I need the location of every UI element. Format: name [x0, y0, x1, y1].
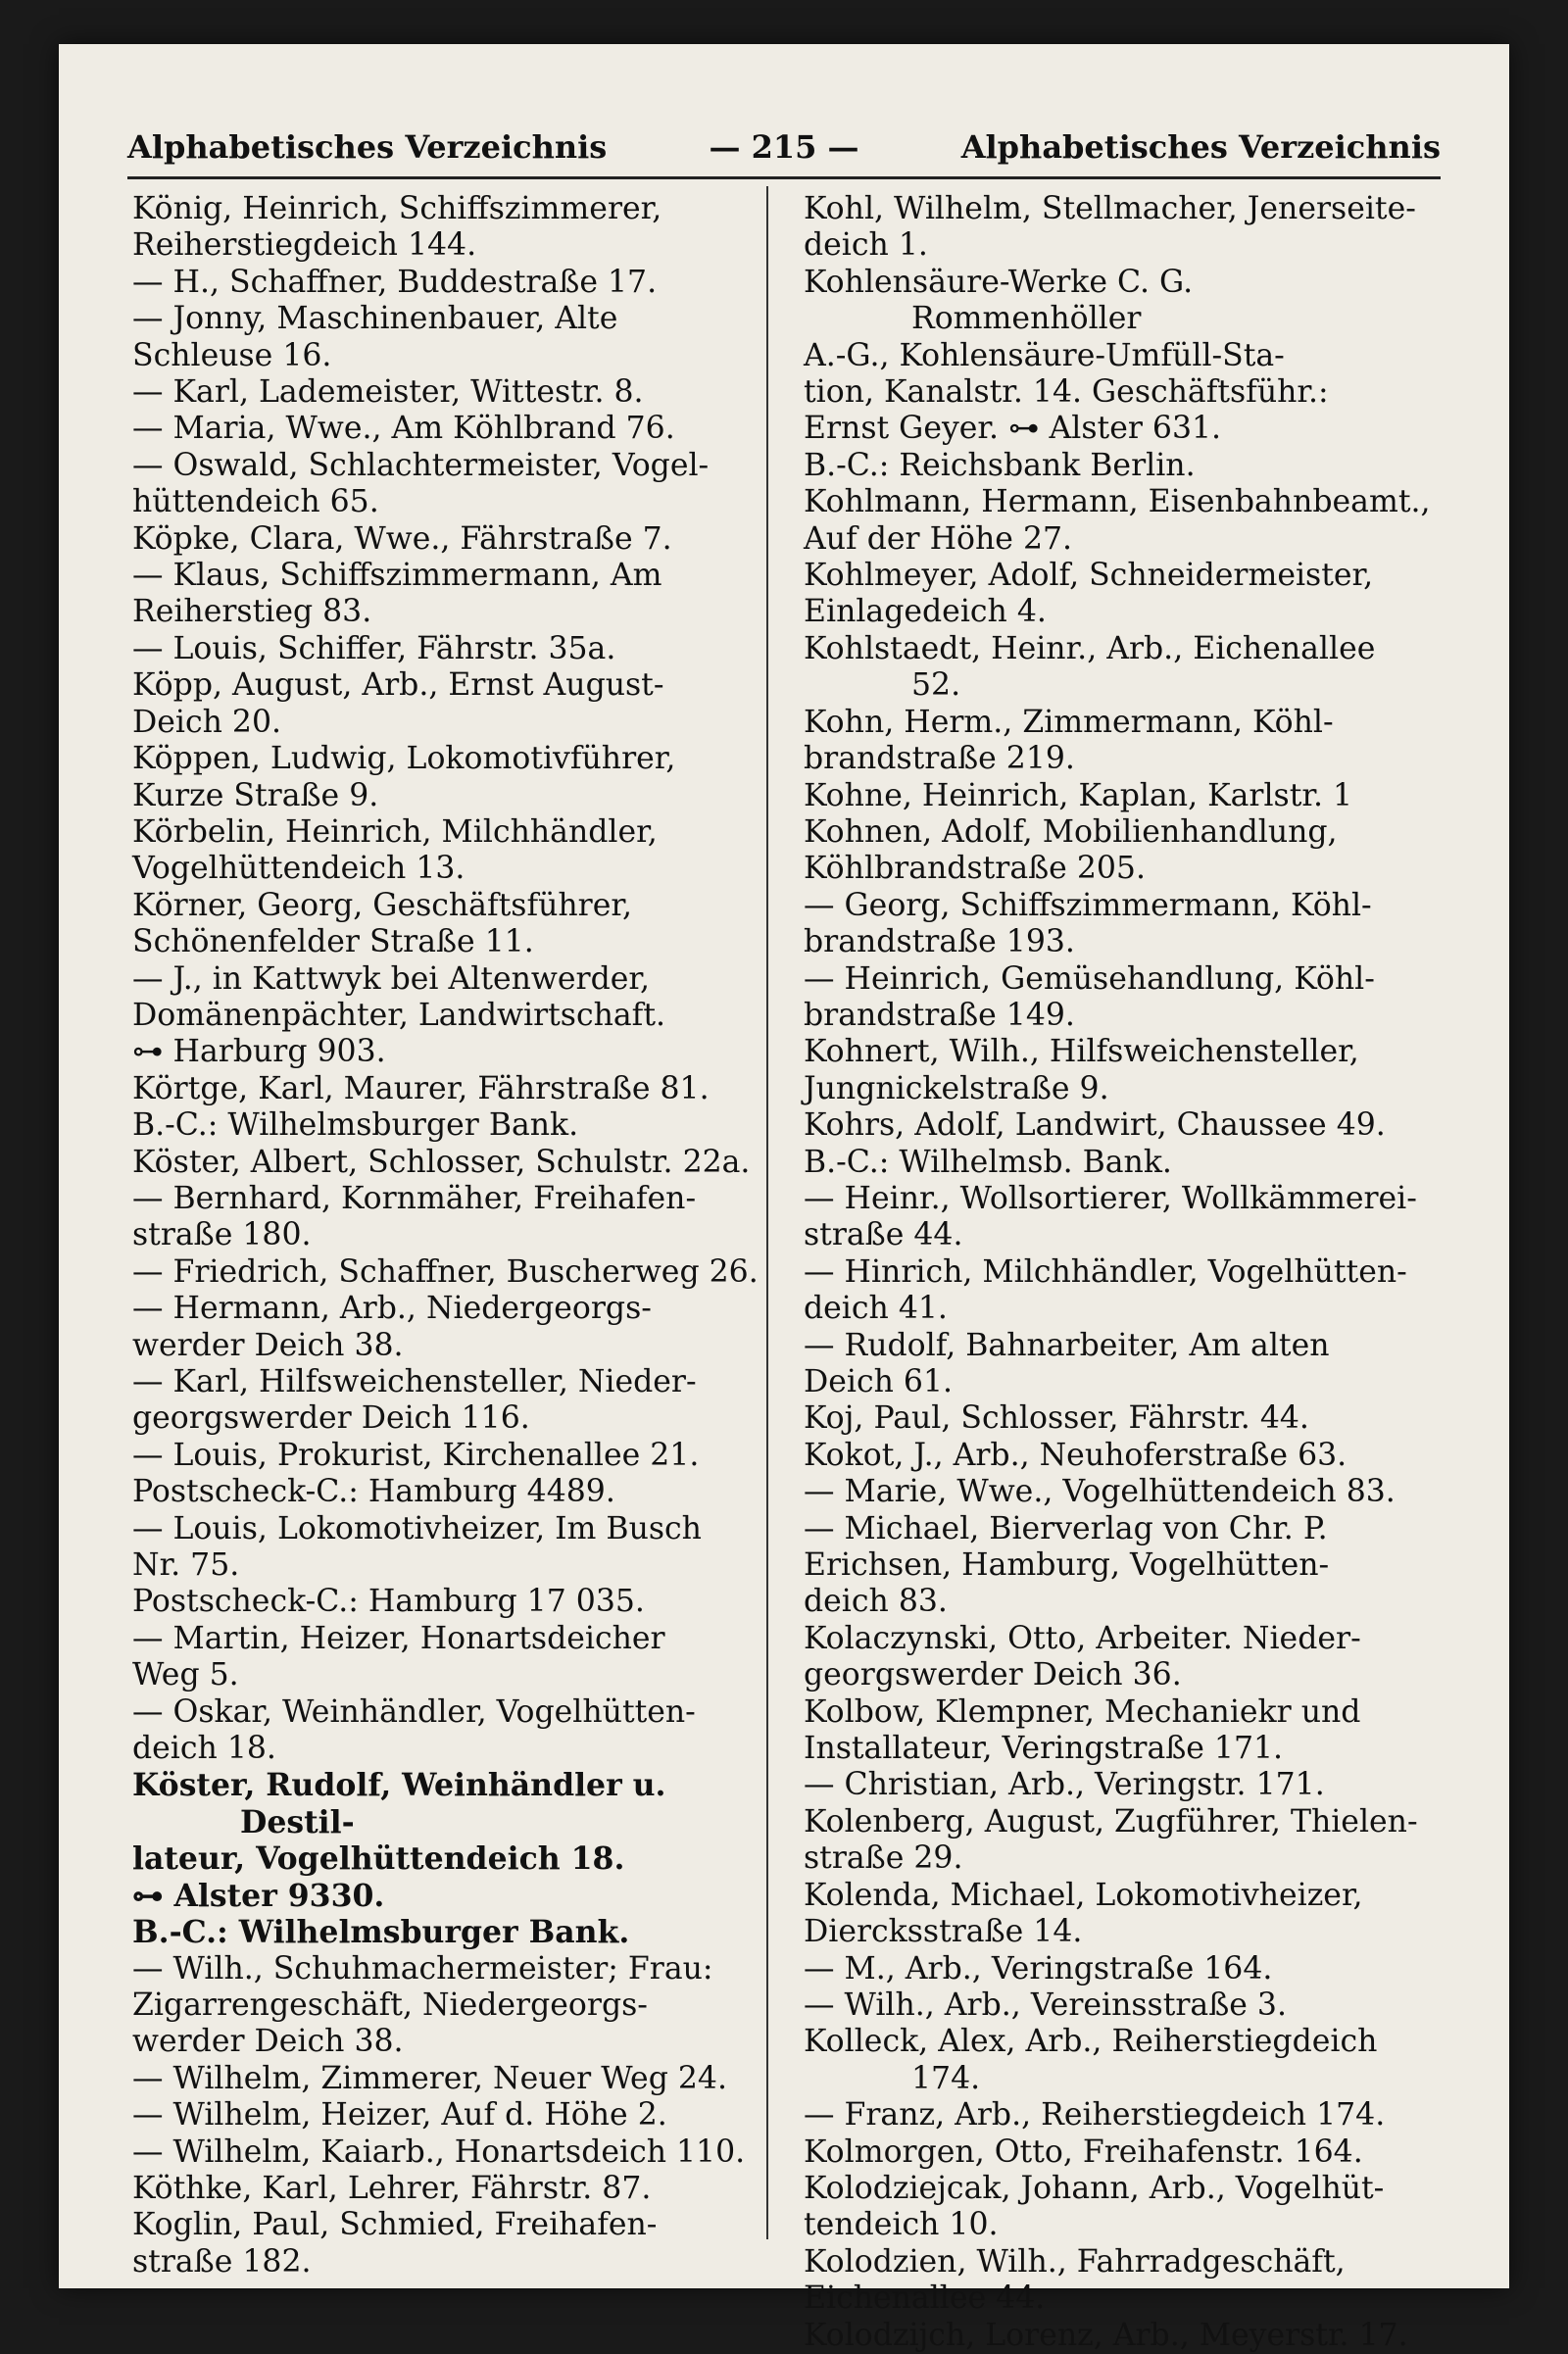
- entry-line: — Michael, Bierverlag von Chr. P.: [804, 1510, 1328, 1546]
- page-header: [127, 118, 1441, 179]
- directory-entry: [804, 1621, 1431, 1694]
- entry-continuation-line: Eichenallee 44.: [804, 2280, 1046, 2317]
- directory-entry: [804, 1694, 1431, 1768]
- directory-entry: [804, 1254, 1431, 1328]
- directory-entry: [132, 265, 760, 301]
- entry-line: Kohne, Heinrich, Kaplan, Karlstr. 1: [804, 777, 1353, 813]
- entry-continuation-line: deich 18.: [132, 1731, 276, 1767]
- entry-line: — J., in Kattwyk bei Altenwerder,: [132, 960, 650, 997]
- directory-entry: [804, 1767, 1431, 1803]
- entry-line: Kohnen, Adolf, Mobilienhandlung,: [804, 813, 1338, 850]
- entry-continuation-line: Einlagedeich 4.: [804, 594, 1047, 630]
- directory-entry: [804, 1107, 1431, 1181]
- directory-entry: [132, 1767, 760, 1950]
- entry-continuation-line: Schleuse 16.: [132, 337, 332, 373]
- entry-continuation-line: Nr. 75.: [132, 1547, 240, 1584]
- entry-continuation-line: brandstraße 219.: [804, 741, 1075, 777]
- entry-line: Köster, Rudolf, Weinhändler u. Destil-: [132, 1767, 666, 1840]
- directory-entry: [804, 1511, 1431, 1621]
- entry-line: — Louis, Schiffer, Fährstr. 35a.: [132, 630, 616, 666]
- entry-line: Körner, Georg, Geschäftsführer,: [132, 887, 632, 923]
- entry-line: Kolenberg, August, Zugführer, Thielen-: [804, 1803, 1418, 1839]
- entry-continuation-line: A.-G., Kohlensäure-Umfüll-Sta-: [804, 337, 1285, 373]
- directory-entry: [804, 1951, 1431, 1987]
- entry-continuation-line: Domänenpächter, Landwirtschaft.: [132, 997, 665, 1033]
- directory-entry: [804, 778, 1431, 814]
- entry-line: — Karl, Lademeister, Wittestr. 8.: [132, 374, 644, 411]
- directory-page: [59, 44, 1509, 2353]
- entry-line: Kohlensäure-Werke C. G. Rommenhöller: [804, 264, 1194, 337]
- directory-entry: [804, 705, 1431, 778]
- entry-continuation-line: Vogelhüttendeich 13.: [132, 851, 466, 887]
- entry-line: — Louis, Prokurist, Kirchenallee 21.: [132, 1437, 700, 1473]
- entry-line: — H., Schaffner, Buddestraße 17.: [132, 264, 658, 300]
- directory-entry: [804, 961, 1431, 1035]
- entry-continuation-line: Deich 20.: [132, 704, 282, 740]
- entry-continuation-line: Reiherstiegdeich 144.: [132, 227, 477, 264]
- entry-line: — Franz, Arb., Reiherstiegdeich 174.: [804, 2097, 1386, 2133]
- entry-line: — Jonny, Maschinenbauer, Alte: [132, 301, 618, 337]
- entry-line: — Louis, Lokomotivheizer, Im Busch: [132, 1510, 702, 1546]
- entry-continuation-line: Deich 61.: [804, 1364, 954, 1399]
- entry-line: — Hinrich, Milchhändler, Vogelhütten-: [804, 1253, 1407, 1290]
- entry-line: — M., Arb., Veringstraße 164.: [804, 1950, 1273, 1986]
- entry-line: — Klaus, Schiffszimmermann, Am: [132, 558, 662, 594]
- entry-line: Köthke, Karl, Lehrer, Fährstr. 87.: [132, 2170, 652, 2206]
- entry-continuation-line: Reiherstieg 83.: [132, 594, 372, 630]
- directory-entry: [132, 191, 760, 265]
- entry-continuation-line: B.-C.: Reichsbank Berlin.: [804, 447, 1196, 483]
- directory-entry: [804, 1400, 1431, 1437]
- entry-continuation-line: Schönenfelder Straße 11.: [132, 924, 534, 960]
- entry-continuation-line: werder Deich 38.: [132, 1327, 404, 1363]
- entry-continuation-line: tion, Kanalstr. 14. Geschäftsführ.:: [804, 374, 1329, 411]
- entry-continuation-line: B.-C.: Wilhelmsburger Bank.: [132, 1107, 579, 1144]
- directory-entry: [132, 1621, 760, 1694]
- entry-continuation-line: Diercksstraße 14.: [804, 1914, 1083, 1950]
- directory-entry: [804, 631, 1431, 705]
- directory-entry: [804, 1474, 1431, 1510]
- directory-entry: [132, 558, 760, 631]
- entry-continuation-line: werder Deich 38.: [132, 2024, 404, 2060]
- entry-line: — Wilh., Schuhmachermeister; Frau:: [132, 1950, 713, 1986]
- entry-line: Kolodziejcak, Johann, Arb., Vogelhüt-: [804, 2170, 1385, 2206]
- directory-entry: [132, 521, 760, 558]
- directory-entry: [132, 2171, 760, 2207]
- entry-continuation-line: Installateur, Veringstraße 171.: [804, 1731, 1284, 1767]
- entry-continuation-line: Postscheck-C.: Hamburg 4489.: [132, 1474, 615, 1510]
- entry-line: Körtge, Karl, Maurer, Fährstraße 81.: [132, 1070, 710, 1106]
- entry-line: — Friedrich, Schaffner, Buscherweg 26.: [132, 1253, 759, 1290]
- directory-entry: [132, 1181, 760, 1254]
- directory-entry: [132, 961, 760, 1071]
- entry-continuation-line: deich 41.: [804, 1291, 948, 1327]
- directory-entry: [132, 1951, 760, 2061]
- entry-line: Kolodzien, Wilh., Fahrradgeschäft,: [804, 2243, 1346, 2280]
- page-number: — 215 —: [709, 128, 859, 166]
- directory-entry: [132, 2207, 760, 2280]
- directory-entry: [132, 448, 760, 521]
- entry-line: Kokot, J., Arb., Neuhoferstraße 63.: [804, 1437, 1348, 1473]
- directory-entry: [132, 1291, 760, 1364]
- header-left-title: Alphabetisches Verzeichnis: [127, 128, 608, 166]
- entry-continuation-line: deich 83.: [804, 1584, 948, 1620]
- directory-entry: [132, 888, 760, 961]
- directory-entry: [804, 2244, 1431, 2318]
- entry-continuation-line: straße 29.: [804, 1840, 963, 1877]
- entry-line: — Wilhelm, Zimmerer, Neuer Weg 24.: [132, 2060, 727, 2096]
- entry-continuation-line: B.-C.: Wilhelmsb. Bank.: [804, 1144, 1172, 1180]
- entry-line: — Bernhard, Kornmäher, Freihafen-: [132, 1180, 697, 1216]
- directory-entry: [132, 2097, 760, 2133]
- directory-entry: [804, 1328, 1431, 1401]
- directory-entry: [132, 1364, 760, 1438]
- entry-line: — Oswald, Schlachtermeister, Vogel-: [132, 447, 710, 483]
- directory-entry: [804, 558, 1431, 631]
- entry-continuation-line: Postscheck-C.: Hamburg 17 035.: [132, 1584, 645, 1620]
- directory-entry: [132, 631, 760, 667]
- directory-entry: [804, 2318, 1431, 2354]
- entry-continuation-line: Erichsen, Hamburg, Vogelhütten-: [804, 1547, 1330, 1584]
- entry-continuation-line: Jungnickelstraße 9.: [804, 1070, 1109, 1106]
- header-right-title: Alphabetisches Verzeichnis: [960, 128, 1441, 166]
- directory-entry: [132, 374, 760, 411]
- entry-line: Köster, Albert, Schlosser, Schulstr. 22a.: [132, 1144, 751, 1180]
- entry-continuation-line: straße 180.: [132, 1217, 312, 1253]
- entry-line: — Georg, Schiffszimmermann, Köhl-: [804, 887, 1372, 923]
- entry-continuation-line: Kurze Straße 9.: [132, 777, 379, 813]
- entry-continuation-line: Auf der Höhe 27.: [804, 520, 1073, 557]
- directory-entry: [804, 2171, 1431, 2244]
- entry-continuation-line: straße 44.: [804, 1217, 963, 1253]
- entry-line: Kolaczynski, Otto, Arbeiter. Nieder-: [804, 1620, 1361, 1656]
- entry-line: Kohlstaedt, Heinr., Arb., Eichenallee 52.: [804, 630, 1376, 704]
- entry-continuation-line: ⊶ Harburg 903.: [132, 1034, 386, 1070]
- entry-line: Kolodzijch, Lorenz, Arb., Meyerstr. 17.: [804, 2317, 1408, 2353]
- entry-line: Kolleck, Alex, Arb., Reiherstiegdeich 174.: [804, 2024, 1378, 2096]
- entry-line: Koglin, Paul, Schmied, Freihafen-: [132, 2207, 658, 2243]
- entry-line: Kohn, Herm., Zimmermann, Köhl-: [804, 704, 1334, 740]
- entry-line: — Karl, Hilfsweichensteller, Nieder-: [132, 1364, 697, 1399]
- entry-continuation-line: straße 182.: [132, 2243, 312, 2280]
- directory-entry: [804, 1438, 1431, 1474]
- directory-entry: [804, 484, 1431, 558]
- directory-entry: [804, 2097, 1431, 2133]
- directory-entry: [132, 2061, 760, 2097]
- entry-line: Koj, Paul, Schlosser, Fährstr. 44.: [804, 1400, 1309, 1437]
- entry-line: König, Heinrich, Schiffszimmerer,: [132, 191, 662, 226]
- directory-entry: [132, 741, 760, 814]
- entry-line: — Maria, Wwe., Am Köhlbrand 76.: [132, 411, 675, 447]
- entry-line: Kolbow, Klempner, Mechaniekr und: [804, 1693, 1361, 1730]
- entry-line: — Oskar, Weinhändler, Vogelhütten-: [132, 1693, 696, 1730]
- entry-line: Kolmorgen, Otto, Freihafenstr. 164.: [804, 2133, 1363, 2170]
- entry-line: Kohnert, Wilh., Hilfsweichensteller,: [804, 1034, 1359, 1070]
- directory-entry: [132, 667, 760, 741]
- entry-line: Körbelin, Heinrich, Milchhändler,: [132, 813, 658, 850]
- directory-entry: [804, 265, 1431, 484]
- directory-entry: [804, 1181, 1431, 1254]
- entry-continuation-line: lateur, Vogelhüttendeich 18.: [132, 1840, 625, 1878]
- entry-continuation-line: brandstraße 149.: [804, 997, 1075, 1033]
- entry-line: — Martin, Heizer, Honartsdeicher: [132, 1620, 665, 1656]
- entry-line: — Heinrich, Gemüsehandlung, Köhl-: [804, 960, 1375, 997]
- entry-continuation-line: B.-C.: Wilhelmsburger Bank.: [132, 1914, 630, 1951]
- entry-line: Köpke, Clara, Wwe., Fährstraße 7.: [132, 520, 672, 557]
- entry-line: Kohlmeyer, Adolf, Schneidermeister,: [804, 558, 1374, 594]
- directory-entry: [804, 2134, 1431, 2171]
- directory-entry: [804, 888, 1431, 961]
- directory-entry: [804, 1878, 1431, 1951]
- entry-line: Kohlmann, Hermann, Eisenbahnbeamt.,: [804, 484, 1431, 520]
- entry-continuation-line: Weg 5.: [132, 1657, 239, 1693]
- entry-continuation-line: Ernst Geyer. ⊶ Alster 631.: [804, 411, 1222, 447]
- entry-continuation-line: georgswerder Deich 116.: [132, 1400, 530, 1437]
- entry-line: — Hermann, Arb., Niedergeorgs-: [132, 1291, 652, 1327]
- directory-entry: [132, 301, 760, 374]
- entry-line: Kohl, Wilhelm, Stellmacher, Jenerseite-: [804, 191, 1416, 226]
- directory-entry: [132, 1438, 760, 1511]
- entry-line: — Heinr., Wollsortierer, Wollkämmerei-: [804, 1180, 1417, 1216]
- entry-continuation-line: ⊶ Alster 9330.: [132, 1877, 385, 1914]
- entry-line: — Wilhelm, Kaiarb., Honartsdeich 110.: [132, 2133, 746, 2170]
- directory-entry: [132, 814, 760, 888]
- entry-line: — Wilhelm, Heizer, Auf d. Höhe 2.: [132, 2097, 667, 2133]
- entry-continuation-line: deich 1.: [804, 227, 928, 264]
- entry-continuation-line: Köhlbrandstraße 205.: [804, 851, 1146, 887]
- directory-entry: [804, 2024, 1431, 2097]
- directory-entry: [804, 1034, 1431, 1107]
- directory-entry: [804, 191, 1431, 265]
- entry-line: Kohrs, Adolf, Landwirt, Chaussee 49.: [804, 1107, 1386, 1144]
- entry-line: — Rudolf, Bahnarbeiter, Am alten: [804, 1327, 1330, 1363]
- directory-entry: [132, 1145, 760, 1181]
- entry-line: — Marie, Wwe., Vogelhüttendeich 83.: [804, 1474, 1396, 1510]
- directory-entry: [804, 814, 1431, 888]
- directory-entry: [132, 1511, 760, 1621]
- directory-entry: [132, 411, 760, 447]
- left-column: [132, 191, 760, 2280]
- right-column: [804, 191, 1431, 2354]
- entry-line: Kolenda, Michael, Lokomotivheizer,: [804, 1877, 1363, 1913]
- directory-entry: [804, 1987, 1431, 2024]
- entry-continuation-line: hüttendeich 65.: [132, 484, 379, 520]
- directory-entry: [804, 1804, 1431, 1878]
- directory-entry: [132, 1694, 760, 1768]
- entry-continuation-line: Zigarrengeschäft, Niedergeorgs-: [132, 1986, 648, 2023]
- entry-line: — Wilh., Arb., Vereinsstraße 3.: [804, 1986, 1287, 2023]
- directory-entry: [132, 2134, 760, 2171]
- directory-entry: [132, 1071, 760, 1145]
- entry-line: Köpp, August, Arb., Ernst August-: [132, 667, 664, 704]
- entry-line: Köppen, Ludwig, Lokomotivführer,: [132, 741, 676, 777]
- directory-entry: [132, 1254, 760, 1291]
- entry-line: — Christian, Arb., Veringstr. 171.: [804, 1767, 1325, 1803]
- entry-continuation-line: brandstraße 193.: [804, 924, 1075, 960]
- entry-continuation-line: georgswerder Deich 36.: [804, 1657, 1182, 1693]
- entry-continuation-line: tendeich 10.: [804, 2207, 999, 2243]
- column-divider: [766, 186, 768, 2239]
